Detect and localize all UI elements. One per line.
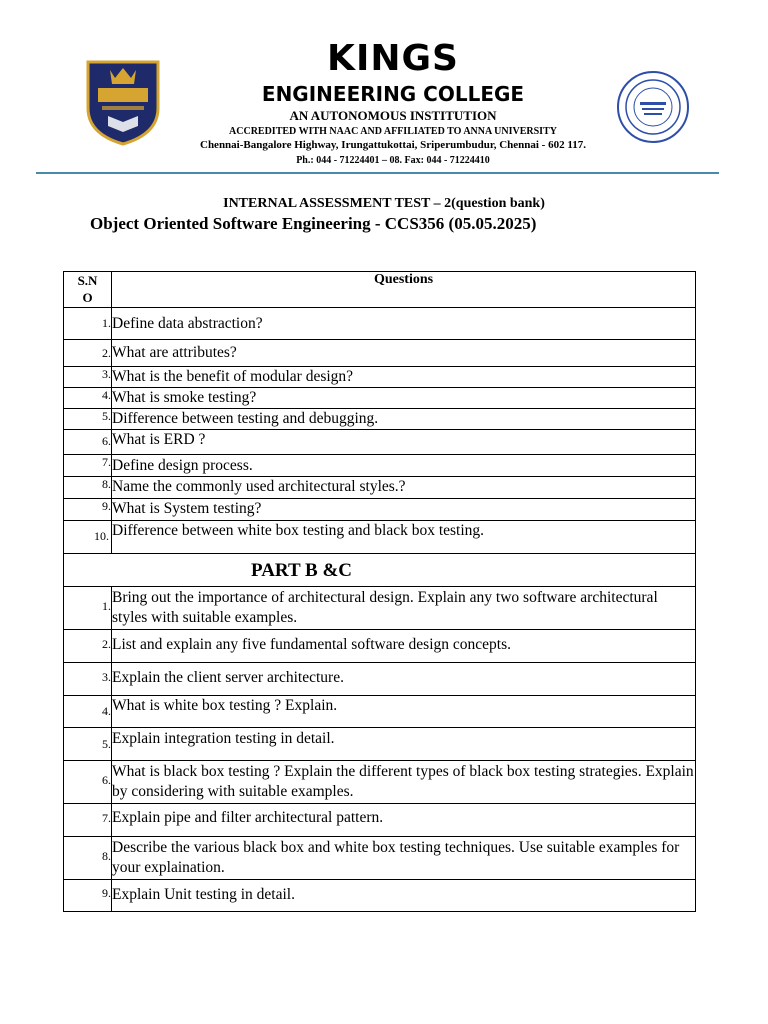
table-row (64, 409, 696, 430)
row-number: 4. (64, 696, 112, 728)
row-number: 9. (64, 880, 112, 912)
question-bank-table (63, 271, 696, 912)
table-row (64, 630, 696, 663)
question-text: Explain integration testing in detail. (112, 728, 696, 761)
row-number: 1. (64, 308, 112, 340)
table-row (64, 587, 696, 630)
row-number: 4. (64, 388, 112, 409)
table-row (64, 880, 696, 912)
phone-line: Ph.: 044 - 71224401 – 08. Fax: 044 - 71224410 (296, 155, 490, 166)
sno-column-header: S.N O (64, 272, 112, 308)
address-line: Chennai-Bangalore Highway, Irungattukottai, Sriperumbudur, Chennai - 602 117. (200, 139, 586, 151)
question-text: Bring out the importance of architectural design. Explain any two software architectural styles with suitable examples. (112, 587, 696, 630)
question-text: Explain pipe and filter architectural pattern. (112, 804, 696, 837)
row-number: 7. (64, 804, 112, 837)
question-text: Difference between testing and debugging. (112, 409, 696, 430)
row-number: 2. (64, 630, 112, 663)
question-text: What is the benefit of modular design? (112, 367, 696, 388)
question-text: Explain Unit testing in detail. (112, 880, 696, 912)
row-number: 5. (64, 728, 112, 761)
table-row (64, 308, 696, 340)
table-row (64, 455, 696, 477)
question-text: Describe the various black box and white box testing techniques. Use suitable examples for your explaination. (112, 837, 696, 880)
row-number: 3. (64, 663, 112, 696)
question-text: List and explain any five fundamental software design concepts. (112, 630, 696, 663)
table-row (64, 430, 696, 455)
college-header (0, 0, 768, 175)
question-text: Define design process. (112, 455, 696, 477)
questions-column-header: Questions (112, 272, 696, 308)
question-text: What are attributes? (112, 340, 696, 367)
row-number: 5. (64, 409, 112, 430)
question-text: What is smoke testing? (112, 388, 696, 409)
question-text: What is ERD ? (112, 430, 696, 455)
question-text: What is black box testing ? Explain the different types of black box testing strategies. Explain by considering with suitable examples. (112, 761, 696, 804)
college-subtitle: ENGINEERING COLLEGE (261, 82, 525, 106)
header-divider (36, 172, 719, 174)
row-number: 3. (64, 367, 112, 388)
question-text: Difference between white box testing and black box testing. (112, 521, 696, 554)
question-text: What is System testing? (112, 499, 696, 521)
accreditation-line: ACCREDITED WITH NAAC AND AFFILIATED TO ANNA UNIVERSITY (229, 126, 557, 137)
row-number: 1. (64, 587, 112, 630)
table-row (64, 477, 696, 499)
question-text: Name the commonly used architectural styles.? (112, 477, 696, 499)
row-number: 7. (64, 455, 112, 477)
table-row (64, 761, 696, 804)
course-title: Object Oriented Software Engineering - CCS356 (05.05.2025) (90, 214, 537, 233)
row-number: 9. (64, 499, 112, 521)
question-text: Define data abstraction? (112, 308, 696, 340)
table-header-row (64, 272, 696, 308)
row-number: 2. (64, 340, 112, 367)
quality-seal-icon (616, 70, 690, 144)
table-row (64, 696, 696, 728)
table-row (64, 728, 696, 761)
kings-crest-icon (84, 56, 162, 146)
table-row (64, 499, 696, 521)
college-name: KINGS (327, 38, 459, 79)
row-number: 8. (64, 477, 112, 499)
question-text: Explain the client server architecture. (112, 663, 696, 696)
table-row (64, 837, 696, 880)
table-row (64, 388, 696, 409)
table-row (64, 521, 696, 554)
table-row (64, 367, 696, 388)
row-number: 6. (64, 430, 112, 455)
autonomous-line: AN AUTONOMOUS INSTITUTION (289, 108, 497, 123)
row-number: 10. (64, 521, 112, 554)
table-row (64, 663, 696, 696)
table-row (64, 804, 696, 837)
part-bc-heading: PART B &C (64, 554, 696, 587)
part-bc-heading-row (64, 554, 696, 587)
row-number: 8. (64, 837, 112, 880)
table-row (64, 340, 696, 367)
row-number: 6. (64, 761, 112, 804)
test-title: INTERNAL ASSESSMENT TEST – 2(question bank) (223, 196, 545, 211)
question-text: What is white box testing ? Explain. (112, 696, 696, 728)
